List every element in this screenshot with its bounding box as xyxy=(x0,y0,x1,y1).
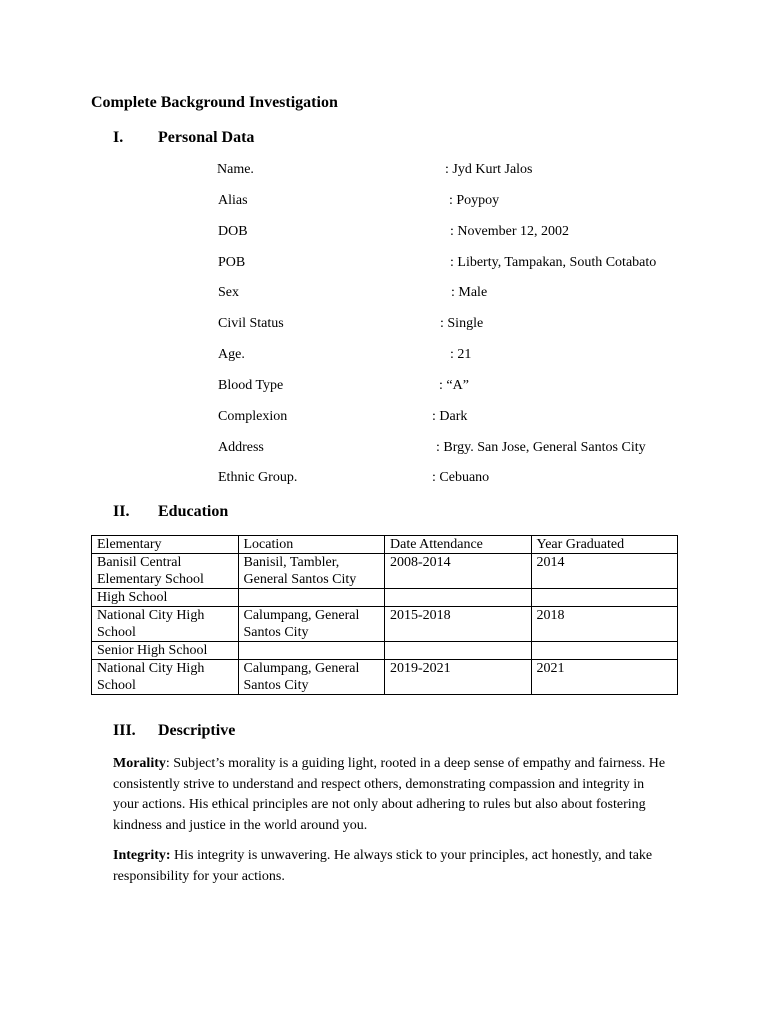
field-label-blood-type: Blood Type xyxy=(218,378,284,393)
table-cell: Banisil Central Elementary School xyxy=(92,554,239,589)
table-row xyxy=(92,642,678,660)
field-label-alias: Alias xyxy=(218,193,248,208)
table-cell: Senior High School xyxy=(92,642,239,660)
field-value-complexion: : Dark xyxy=(432,409,468,424)
table-header-row xyxy=(92,536,678,554)
field-value-civil-status: : Single xyxy=(440,316,484,331)
table-cell: Calumpang, General Santos City xyxy=(238,660,385,695)
morality-text: : Subject’s morality is a guiding light, rooted in a deep sense of empathy and fairness. He consistently strive to understand and respect others, demonstrating compassion and integrity in your actions. His ethical principles are not only about adhering to rules but also about fostering kindness and justice in the world around you. xyxy=(113,756,666,833)
field-label-civil-status: Civil Status xyxy=(218,316,284,331)
section-heading-education: Education xyxy=(158,503,229,520)
table-cell: 2015-2018 xyxy=(385,607,532,642)
section-number-descriptive: III. xyxy=(113,722,136,739)
morality-term: Morality xyxy=(113,756,166,771)
table-row xyxy=(92,660,678,695)
table-row xyxy=(92,589,678,607)
table-cell xyxy=(238,589,385,607)
table-cell: 2021 xyxy=(531,660,678,695)
table-header-cell: Year Graduated xyxy=(531,536,678,554)
table-cell: 2019-2021 xyxy=(385,660,532,695)
integrity-paragraph xyxy=(113,846,673,887)
table-row xyxy=(92,554,678,589)
field-value-address: : Brgy. San Jose, General Santos City xyxy=(436,440,646,455)
table-cell: Banisil, Tambler, General Santos City xyxy=(238,554,385,589)
table-cell: 2008-2014 xyxy=(385,554,532,589)
field-label-complexion: Complexion xyxy=(218,409,288,424)
table-cell: 2018 xyxy=(531,607,678,642)
table-cell: High School xyxy=(92,589,239,607)
table-cell: National City High School xyxy=(92,660,239,695)
table-cell xyxy=(238,642,385,660)
field-value-name: : Jyd Kurt Jalos xyxy=(445,162,533,177)
table-header-cell: Elementary xyxy=(92,536,239,554)
section-number-education: II. xyxy=(113,503,130,520)
field-label-ethnic-group: Ethnic Group. xyxy=(218,470,298,485)
table-cell xyxy=(385,642,532,660)
table-cell xyxy=(531,589,678,607)
field-label-dob: DOB xyxy=(218,224,248,239)
table-cell xyxy=(531,642,678,660)
field-label-age: Age. xyxy=(218,347,245,362)
table-cell xyxy=(385,589,532,607)
integrity-text: His integrity is unwavering. He always stick to your principles, act honestly, and take responsibility for your actions. xyxy=(113,848,653,884)
field-value-sex: : Male xyxy=(451,285,488,300)
table-cell: 2014 xyxy=(531,554,678,589)
table-row xyxy=(92,607,678,642)
field-value-ethnic-group: : Cebuano xyxy=(432,470,490,485)
table-header-cell: Location xyxy=(238,536,385,554)
integrity-term: Integrity: xyxy=(113,848,171,863)
field-value-age: : 21 xyxy=(450,347,472,362)
field-value-blood-type: : “A” xyxy=(439,378,469,393)
section-number-personal-data: I. xyxy=(113,129,124,146)
field-value-pob: : Liberty, Tampakan, South Cotabato xyxy=(450,255,657,270)
document-title: Complete Background Investigation xyxy=(91,94,338,111)
field-label-address: Address xyxy=(218,440,264,455)
table-header-cell: Date Attendance xyxy=(385,536,532,554)
section-heading-personal-data: Personal Data xyxy=(158,129,255,146)
table-cell: National City High School xyxy=(92,607,239,642)
field-value-alias: : Poypoy xyxy=(449,193,500,208)
field-value-dob: : November 12, 2002 xyxy=(450,224,569,239)
section-heading-descriptive: Descriptive xyxy=(158,722,236,739)
field-label-name: Name. xyxy=(217,162,254,177)
table-cell: Calumpang, General Santos City xyxy=(238,607,385,642)
education-table xyxy=(91,535,678,695)
morality-paragraph xyxy=(113,754,673,836)
field-label-pob: POB xyxy=(218,255,246,270)
field-label-sex: Sex xyxy=(218,285,239,300)
